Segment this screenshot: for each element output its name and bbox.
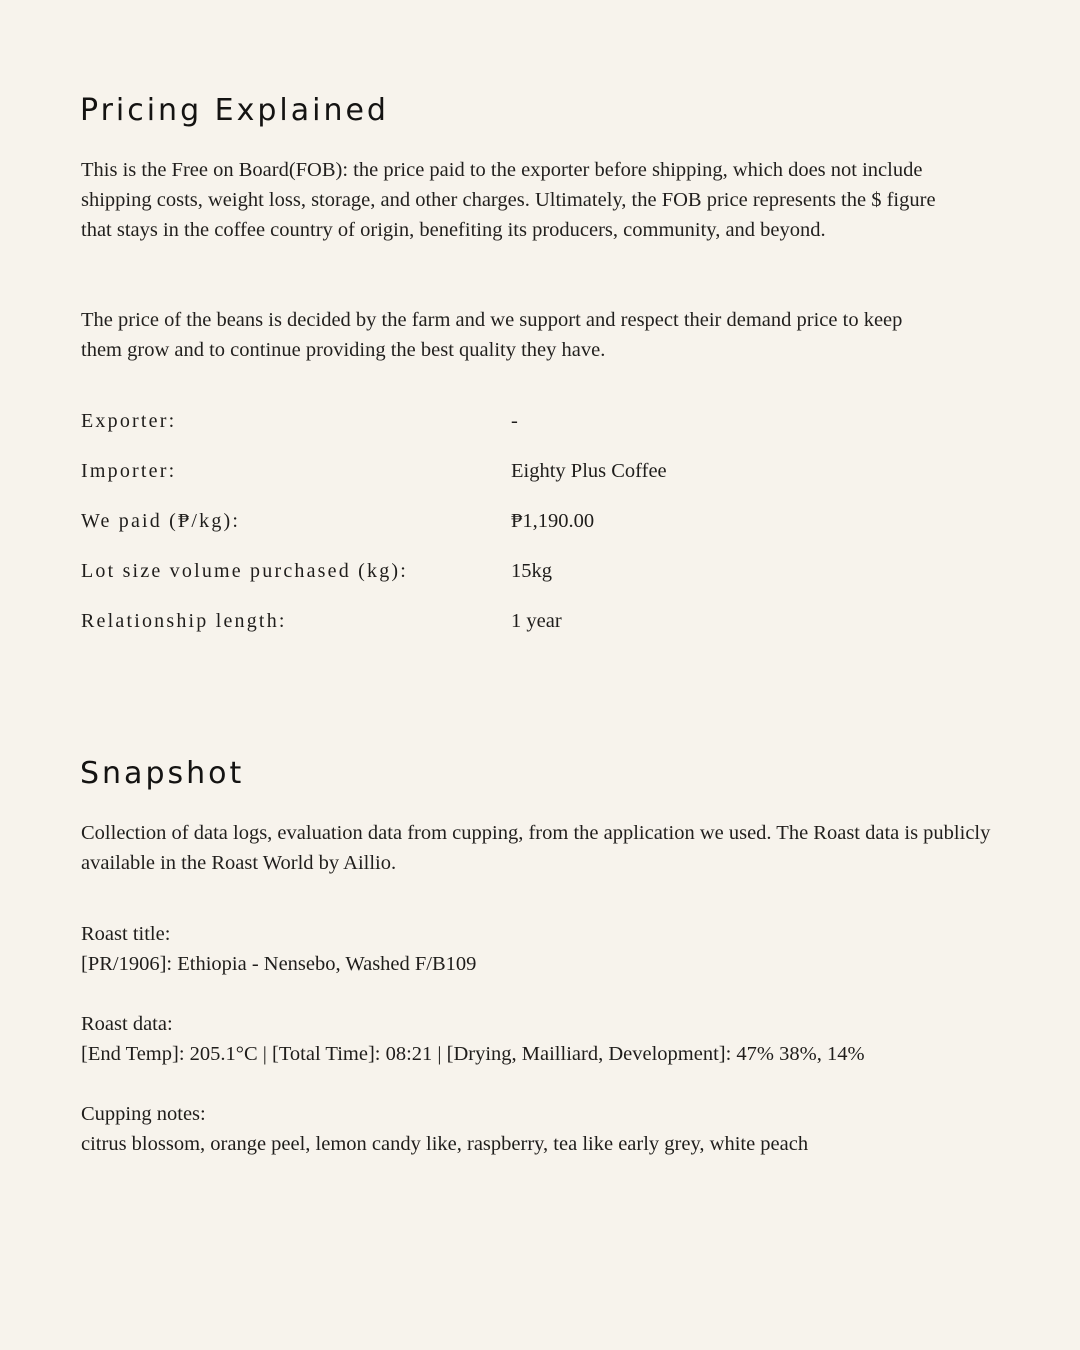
roast-title-value: [PR/1906]: Ethiopia - Nensebo, Washed F/B109 [81, 953, 477, 975]
detail-row-exporter [81, 406, 981, 436]
detail-row-price-paid [81, 506, 981, 536]
fob-paragraph: This is the Free on Board(FOB): the price paid to the exporter before shipping, which does not include shipping costs, weight loss, storage, and other charges. Ultimately, the FOB price represents the $ figure that stays in the coffee country of origin, benefiting its producers, community, and beyond. [81, 159, 936, 241]
roast-data-block [81, 1009, 1006, 1069]
detail-value: 15kg [511, 560, 552, 582]
roast-title-block [81, 919, 1006, 979]
detail-value: - [511, 410, 518, 432]
detail-label: Relationship length: [81, 610, 287, 632]
snapshot-intro: Collection of data logs, evaluation data from cupping, from the application we used. The Roast data is publicly available in the Roast World by Aillio. [81, 822, 991, 874]
detail-label: We paid (₱/kg): [81, 510, 241, 532]
roast-data-label: Roast data: [81, 1013, 173, 1035]
price-paragraph: The price of the beans is decided by the farm and we support and respect their demand price to keep them grow and to continue providing the best quality they have. [81, 309, 903, 361]
cupping-notes-block [81, 1099, 1006, 1159]
pricing-heading: Pricing Explained [80, 93, 389, 128]
detail-value: ₱1,190.00 [511, 510, 595, 532]
detail-value: Eighty Plus Coffee [511, 460, 667, 482]
detail-row-lot-size [81, 556, 981, 586]
detail-row-importer [81, 456, 981, 486]
detail-label: Lot size volume purchased (kg): [81, 560, 409, 582]
detail-label: Importer: [81, 460, 177, 482]
roast-data-value: [End Temp]: 205.1°C | [Total Time]: 08:21 | [Drying, Mailliard, Development]: 47% 38%, 14% [81, 1043, 865, 1065]
detail-row-relationship [81, 606, 981, 636]
snapshot-heading: Snapshot [80, 756, 245, 791]
cupping-notes-label: Cupping notes: [81, 1103, 206, 1125]
detail-label: Exporter: [81, 410, 177, 432]
roast-title-label: Roast title: [81, 923, 171, 945]
cupping-notes-value: citrus blossom, orange peel, lemon candy like, raspberry, tea like early grey, white peach [81, 1133, 809, 1155]
detail-value: 1 year [511, 610, 562, 632]
